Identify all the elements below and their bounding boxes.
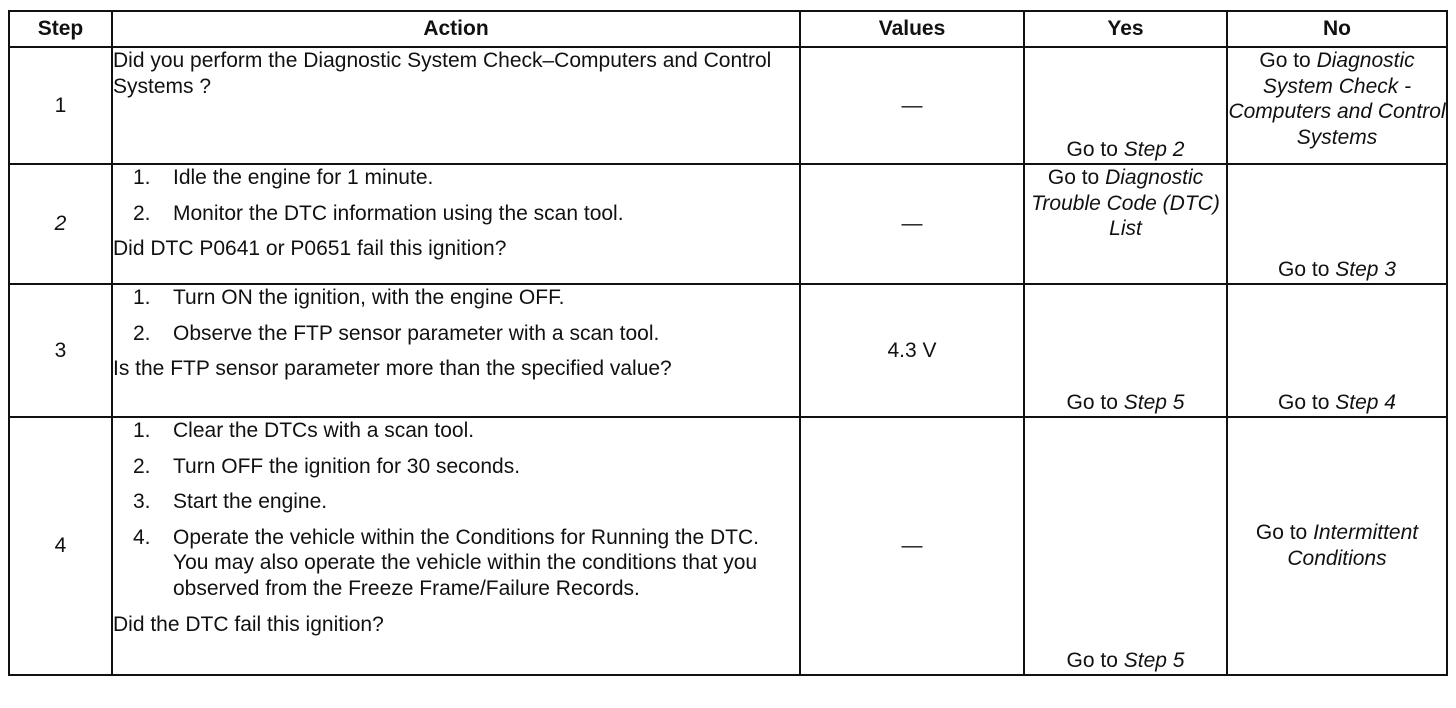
table-row [9,417,1447,675]
action-cell [112,284,800,417]
table-row [9,47,1447,164]
yes-link[interactable]: Step 2 [1123,138,1185,162]
values-cell: 4.3 V [800,284,1024,417]
go-to-label: Go to [1255,521,1308,545]
action-steps [113,418,799,602]
go-to-label: Go to [1066,649,1118,673]
step-number: 2 [9,164,112,284]
no-link[interactable]: Diagnostic System Check - Computers and Control Systems [1228,49,1446,149]
go-to-label: Go to [1259,49,1311,72]
no-cell[interactable] [1227,417,1447,675]
yes-link[interactable]: Step 5 [1123,391,1185,415]
action-steps [113,285,799,346]
values-cell: — [800,164,1024,284]
header-action: Action [112,11,800,47]
no-cell[interactable] [1227,164,1447,284]
action-cell [112,47,800,164]
no-cell[interactable] [1227,47,1447,164]
header-no: No [1227,11,1447,47]
go-to-label: Go to [1066,138,1118,162]
action-cell [112,164,800,284]
action-step: 1. Idle the engine for 1 minute. [133,166,434,189]
action-step: 1. Turn ON the ignition, with the engine OFF. [133,286,565,309]
go-to-label: Go to [1047,166,1100,189]
table-row [9,164,1447,284]
go-to-label: Go to [1278,391,1330,415]
no-link[interactable]: Step 4 [1335,391,1396,415]
no-link[interactable]: Step 3 [1335,258,1396,282]
step-number: 1 [9,47,112,164]
action-question: Did the DTC fail this ignition? [113,612,384,636]
action-question: Is the FTP sensor parameter more than the specified value? [113,357,672,381]
diagnostic-table [8,10,1448,676]
action-steps [113,165,799,226]
step-number: 4 [9,417,112,675]
no-link[interactable]: Intermittent Conditions [1287,521,1419,570]
no-cell[interactable] [1227,284,1447,417]
yes-cell[interactable] [1024,164,1227,284]
action-step: 2. Observe the FTP sensor parameter with a scan tool. [133,321,660,345]
action-step: 2. Monitor the DTC information using the scan tool. [133,201,624,225]
action-step: 3. Start the engine. [133,490,328,514]
header-step: Step [9,11,112,47]
yes-cell[interactable] [1024,417,1227,675]
values-cell: — [800,417,1024,675]
values-cell: — [800,47,1024,164]
action-cell [112,417,800,675]
action-step: 2. Turn OFF the ignition for 30 seconds. [133,454,521,478]
action-question: Did DTC P0641 or P0651 fail this ignition? [113,237,507,261]
action-step: 1. Clear the DTCs with a scan tool. [133,419,475,442]
yes-link[interactable]: Diagnostic Trouble Code (DTC) List [1031,166,1220,241]
go-to-label: Go to [1066,391,1118,415]
go-to-label: Go to [1278,258,1330,282]
yes-link[interactable]: Step 5 [1123,649,1185,673]
action-question: Did you perform the Diagnostic System Check–Computers and Control Systems ? [113,49,772,98]
header-values: Values [800,11,1024,47]
step-number: 3 [9,284,112,417]
header-row [9,11,1447,47]
yes-cell[interactable] [1024,284,1227,417]
action-step: 4. Operate the vehicle within the Conditions for Running the DTC. You may also operate the vehicle within the conditions that you observed from the Freeze Frame/Failure Records. [133,525,759,601]
yes-cell[interactable] [1024,47,1227,164]
header-yes: Yes [1024,11,1227,47]
table-row [9,284,1447,417]
